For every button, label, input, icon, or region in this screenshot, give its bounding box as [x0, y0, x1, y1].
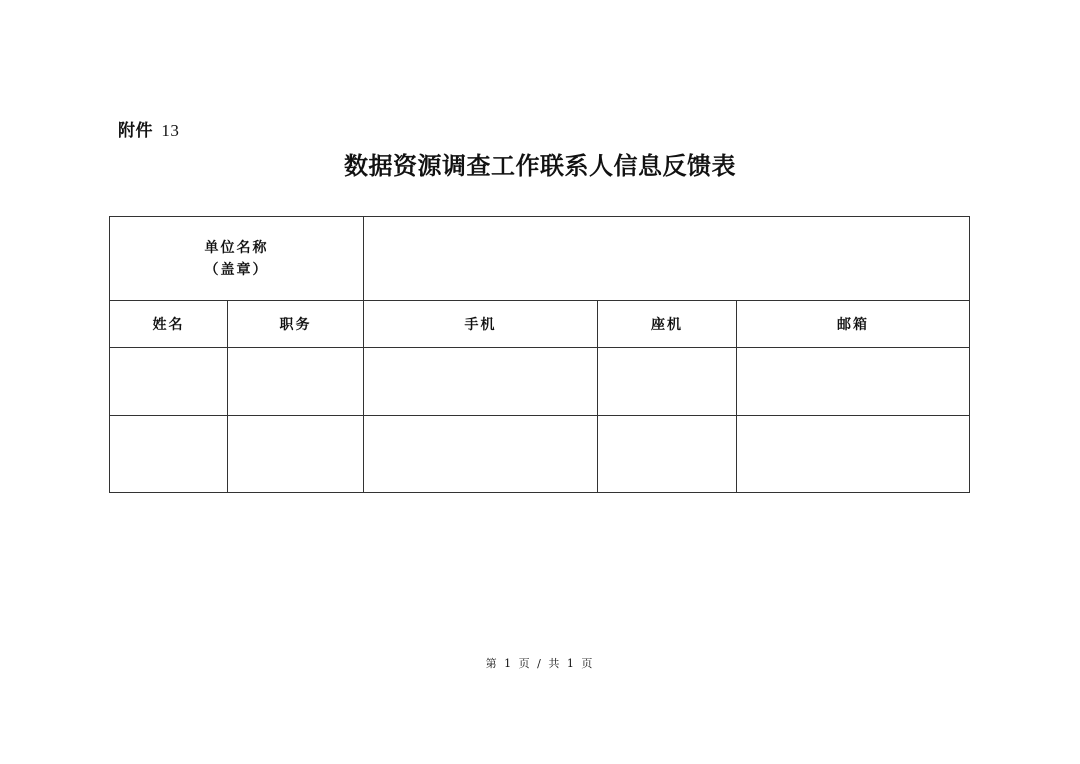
header-landline: 座机	[598, 301, 737, 348]
attachment-number: 13	[161, 121, 180, 140]
header-name: 姓名	[110, 301, 228, 348]
contact-form-table	[109, 216, 970, 493]
email-cell[interactable]	[737, 416, 970, 493]
header-email: 邮箱	[737, 301, 970, 348]
header-position: 职务	[228, 301, 364, 348]
page-title: 数据资源调查工作联系人信息反馈表	[344, 151, 736, 180]
position-cell[interactable]	[228, 348, 364, 416]
landline-cell[interactable]	[598, 416, 737, 493]
email-cell[interactable]	[737, 348, 970, 416]
header-mobile: 手机	[364, 301, 598, 348]
name-cell[interactable]	[110, 348, 228, 416]
landline-cell[interactable]	[598, 348, 737, 416]
table-row	[110, 348, 970, 416]
name-cell[interactable]	[110, 416, 228, 493]
unit-row	[110, 217, 970, 301]
unit-name-label: 单位名称	[204, 239, 269, 256]
attachment-label	[118, 116, 179, 141]
unit-stamp-label: （盖章）	[204, 261, 269, 278]
table-row	[110, 416, 970, 493]
mobile-cell[interactable]	[364, 416, 598, 493]
unit-name-value-cell[interactable]	[364, 217, 970, 301]
attachment-text: 附件	[118, 121, 153, 141]
unit-name-label-cell	[110, 217, 364, 301]
mobile-cell[interactable]	[364, 348, 598, 416]
header-row	[110, 301, 970, 348]
page-footer: 第 1 页 / 共 1 页	[485, 657, 595, 670]
position-cell[interactable]	[228, 416, 364, 493]
